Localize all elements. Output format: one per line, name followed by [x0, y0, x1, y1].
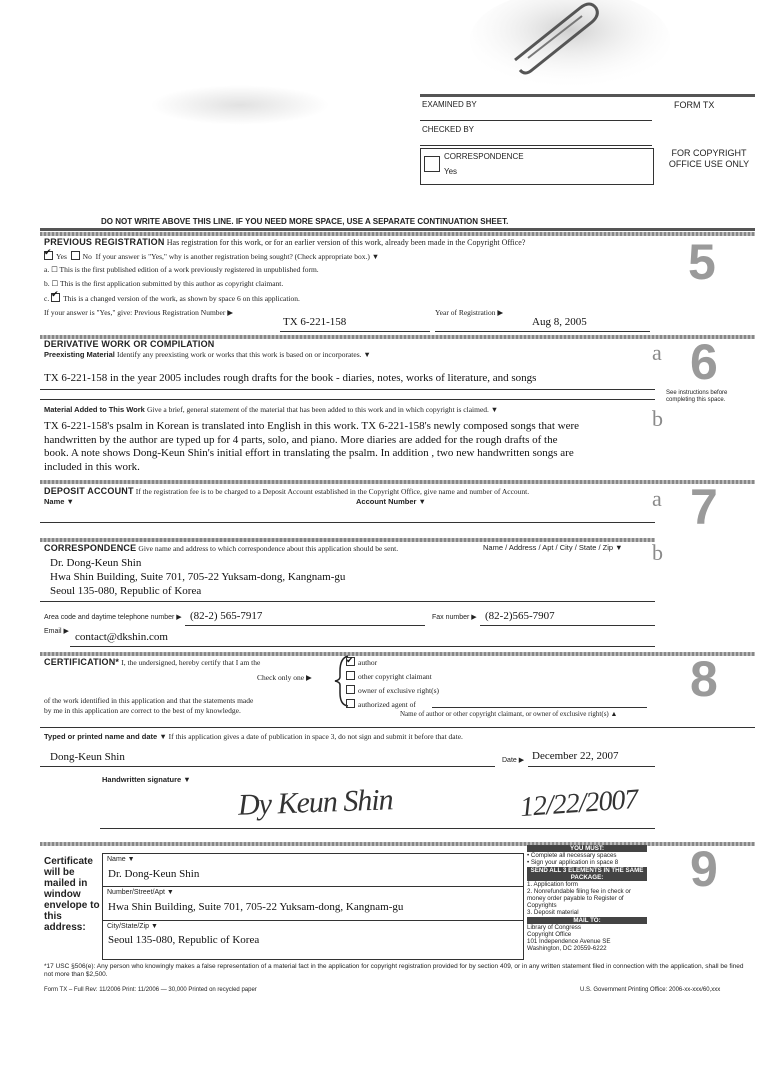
option-c [44, 293, 300, 303]
yes-label: Yes [56, 252, 67, 261]
agent-checkbox[interactable] [346, 699, 355, 708]
office-top-rule [420, 94, 755, 97]
year-label: Year of Registration ▶ [435, 308, 504, 317]
fax-label: Fax number ▶ [432, 614, 477, 621]
section9-rule [40, 842, 755, 846]
prev-reg-heading [44, 237, 525, 247]
mail-4: Washington, DC 20559-6222 [527, 945, 607, 952]
option-c-prefix: c. [44, 294, 50, 303]
section-8-number: 8 [690, 651, 718, 707]
author-label: author [358, 658, 378, 667]
section7-rule [40, 480, 755, 484]
cert-text: I, the undersigned, hereby certify that I am the [121, 658, 261, 667]
paper-clip-image [470, 0, 670, 95]
do-not-write-notice: DO NOT WRITE ABOVE THIS LINE. IF YOU NEED MORE SPACE, USE A SEPARATE CONTINUATION SHEET. [101, 217, 509, 226]
date-line [528, 766, 655, 767]
gpo-info: U.S. Government Printing Office: 2006-xx-xxx/60,xxx [580, 987, 721, 993]
preexisting-label: Preexisting Material [44, 350, 115, 359]
section-5-number: 5 [688, 234, 716, 290]
email-line [70, 646, 655, 647]
see-instructions-note: See instructions before completing this space. [666, 390, 728, 403]
phone-value: (82-2) 565-7917 [190, 610, 263, 622]
typed-heading [44, 732, 463, 741]
email-value: contact@dkshin.com [75, 631, 168, 643]
fax-line [480, 625, 655, 626]
phone-label: Area code and daytime telephone number ▶ [44, 614, 182, 621]
checked-by-label: CHECKED BY [422, 125, 475, 134]
corr-desc: Give name and address to which correspondence about this application should be sent. [138, 544, 399, 553]
prev-number-label: If your answer is "Yes," give: Previous Registration Number ▶ [44, 308, 234, 317]
section-6-b-label: b [652, 406, 663, 431]
deposit-title: DEPOSIT ACCOUNT [44, 486, 134, 496]
mail-city-label: City/State/Zip ▼ [107, 923, 158, 930]
why-label: If your answer is "Yes," why is another registration being sought? (Check appropriate box.) ▼ [95, 252, 380, 261]
typed-label: Typed or printed name and date [44, 732, 158, 741]
send-1: 1. Application form [527, 881, 578, 888]
check-one-label: Check only one ▶ [257, 673, 312, 682]
cert-heading [44, 657, 260, 667]
typed-desc: ▼ If this application gives a date of publication in space 3, do not sign and submit it before that date. [159, 732, 463, 741]
author-checkbox[interactable] [346, 657, 355, 666]
mailing-divider-2 [102, 920, 523, 921]
corr-line-2: Hwa Shin Building, Suite 701, 705-22 Yuksam-dong, Kangnam-gu [50, 571, 346, 583]
mail-2: Copyright Office [527, 931, 572, 938]
cert-title: CERTIFICATION* [44, 657, 120, 667]
examined-line [420, 120, 652, 121]
phone-line [185, 625, 425, 626]
corr-line [40, 601, 655, 602]
send-2: 2. Nonrefundable filing fee in check or money order payable to Register of Copyrights [527, 888, 631, 909]
handwritten-date: 12/22/2007 [519, 783, 639, 824]
mail-title: MAIL TO: [527, 917, 647, 924]
derivative-title: DERIVATIVE WORK OR COMPILATION [44, 339, 215, 349]
account-number-label: Account Number ▼ [356, 497, 426, 506]
form-info: Form TX – Full Rev: 11/2006 Print: 11/2006 — 30,000 Printed on recycled paper [44, 987, 257, 993]
must-1: • Complete all necessary spaces [527, 852, 617, 859]
correspondence-rule [40, 538, 655, 542]
work-text-1: of the work identified in this application and that the statements made [44, 696, 254, 705]
material-added-desc: Give a brief, general statement of the material that has been added to this work and in which copyright is claimed. ▼ [146, 405, 499, 414]
mailing-divider-1 [102, 886, 523, 887]
instructions-box [527, 845, 647, 952]
prev-reg-yes-no [44, 251, 379, 261]
checked-line [420, 145, 652, 146]
correspondence-label: CORRESPONDENCE [444, 152, 524, 161]
usc-footnote: *17 USC §506(e): Any person who knowingly makes a false representation of a material fact in the application for copyright registration provided for by section 409, or in any written statement filed in connection with the application, shall be fined not more than $2,500. [44, 963, 744, 978]
corr-heading [44, 543, 398, 553]
correspondence-yes-label: Yes [444, 167, 458, 176]
material-line-1: TX 6-221-158's psalm in Korean is translated into English in this work. TX 6-221-158's newly composed songs that were [44, 420, 580, 432]
preexisting-heading [44, 350, 371, 359]
owner-checkbox[interactable] [346, 685, 355, 694]
material-added-label: Material Added to This Work [44, 405, 145, 414]
mail-name-label: Name ▼ [107, 856, 135, 863]
prev-reg-question: Has registration for this work, or for an earlier version of this work, already been made in the Copyright Office? [166, 238, 526, 247]
typed-name-top-rule [40, 727, 755, 728]
section-7-number: 7 [690, 479, 718, 535]
typed-name-value: Dong-Keun Shin [50, 751, 125, 763]
year-value: Aug 8, 2005 [532, 316, 587, 328]
prev-reg-title: PREVIOUS REGISTRATION [44, 237, 165, 247]
must-2: • Sign your application in space 8 [527, 859, 619, 866]
notice-rule [40, 228, 755, 231]
other-claimant-checkbox[interactable] [346, 671, 355, 680]
deposit-desc: If the registration fee is to be charged to a Deposit Account established in the Copyright Office, give name and number of Account. [135, 487, 530, 496]
form-tx-label: FORM TX [674, 100, 715, 110]
correspondence-checkbox[interactable] [424, 156, 440, 172]
section5-rule [40, 232, 755, 236]
section-6-number: 6 [690, 334, 718, 390]
material-line-2: handwritten by the author are typed up for 4 parts, solo, and piano. More diaries are added for the rough drafts of the [44, 434, 558, 446]
fax-value: (82-2)565-7907 [485, 610, 555, 622]
material-added-heading [44, 405, 498, 414]
owner-label: owner of exclusive right(s) [358, 686, 440, 695]
typed-name-line [40, 766, 495, 767]
corr-fields-label: Name / Address / Apt / City / State / Zip ▼ [483, 543, 623, 552]
preexisting-value: TX 6-221-158 in the year 2005 includes rough drafts for the book - diaries, notes, works of literature, and songs [44, 372, 537, 384]
deposit-heading [44, 486, 529, 496]
section-6-a-label: a [652, 340, 662, 365]
top-smudge [150, 85, 330, 125]
mail-1: Library of Congress [527, 924, 581, 931]
mail-3: 101 Independence Avenue SE [527, 938, 611, 945]
deposit-line [40, 522, 655, 523]
signature-line [100, 828, 655, 829]
agent-label: authorized agent of [358, 700, 416, 709]
yes-checkbox[interactable] [44, 251, 53, 260]
agent-caption: Name of author or other copyright claimant, or owner of exclusive right(s) ▲ [400, 710, 618, 718]
prev-number-line [280, 331, 430, 332]
cert-options [346, 656, 439, 712]
prev-number-value: TX 6-221-158 [283, 316, 347, 328]
preexisting-desc: Identify any preexisting work or works that this work is based on or incorporates. ▼ [116, 350, 371, 359]
agent-line [432, 707, 647, 708]
mail-street-label: Number/Street/Apt ▼ [107, 889, 174, 896]
certificate-mailing-label: Certificate will be mailed in window envelope to this address: [44, 856, 100, 933]
corr-line-1: Dr. Dong-Keun Shin [50, 557, 142, 569]
corr-line-3: Seoul 135-080, Republic of Korea [50, 585, 202, 597]
option-b: b. ☐ This is the first application submitted by this author as copyright claimant. [44, 279, 284, 288]
preexisting-line [40, 389, 655, 390]
no-checkbox[interactable] [71, 251, 80, 260]
option-a: a. ☐ This is the first published edition of a work previously registered in unpublished form. [44, 265, 319, 274]
mail-street-value[interactable]: Hwa Shin Building, Suite 701, 705-22 Yuksam-dong, Kangnam-gu [108, 901, 404, 913]
material-line-3: book. A note shows Dong-Keun Shin's initial effort in translating the psalm. In addition , two new handwritten songs are [44, 447, 574, 459]
corr-title: CORRESPONDENCE [44, 543, 137, 553]
option-c-checkbox[interactable] [51, 293, 60, 302]
work-text-2: by me in this application are correct to the best of my knowledge. [44, 706, 241, 715]
send-3: 3. Deposit material [527, 909, 579, 916]
office-use-only-label: FOR COPYRIGHT OFFICE USE ONLY [668, 148, 750, 169]
date-label: Date ▶ [502, 757, 525, 764]
email-label: Email ▶ [44, 628, 69, 635]
no-label: No [82, 252, 92, 261]
date-value: December 22, 2007 [532, 750, 619, 762]
mail-city-value[interactable]: Seoul 135-080, Republic of Korea [108, 934, 260, 946]
material-line-4: included in this work. [44, 461, 140, 473]
deposit-name-label: Name ▼ [44, 497, 74, 506]
section-9-number: 9 [690, 841, 718, 897]
handwritten-signature: Dy Keun Shin [237, 783, 394, 822]
section-7-a-label: a [652, 486, 662, 511]
year-line [435, 331, 650, 332]
mail-name-value[interactable]: Dr. Dong-Keun Shin [108, 868, 200, 880]
section-7-b-label: b [652, 540, 663, 565]
signature-label: Handwritten signature ▼ [102, 775, 191, 784]
send-title: SEND ALL 3 ELEMENTS IN THE SAME PACKAGE: [527, 867, 647, 881]
preexisting-line-2 [40, 399, 655, 400]
examined-by-label: EXAMINED BY [422, 100, 477, 109]
option-c-label: This is a changed version of the work, as shown by space 6 on this application. [63, 294, 300, 303]
must-title: YOU MUST: [527, 845, 647, 852]
other-claimant-label: other copyright claimant [358, 672, 432, 681]
